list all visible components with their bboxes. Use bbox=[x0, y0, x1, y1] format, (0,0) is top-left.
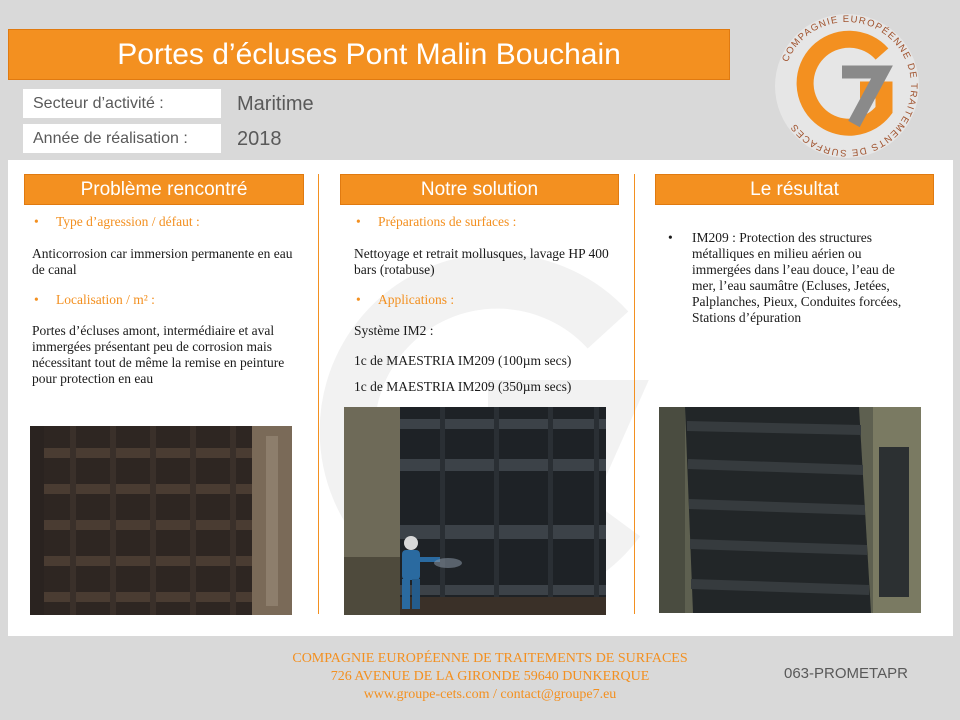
footer-address: 726 AVENUE DE LA GIRONDE 59640 DUNKERQUE bbox=[330, 669, 650, 684]
result-column bbox=[668, 230, 918, 326]
year-label: Année de réalisation : bbox=[23, 124, 221, 153]
sector-label: Secteur d’activité : bbox=[23, 89, 221, 118]
solution-bullet-applications: Applications : bbox=[378, 292, 455, 307]
page-title: Portes d’écluses Pont Malin Bouchain bbox=[8, 29, 730, 80]
solution-system-text: Système IM2 : bbox=[354, 323, 434, 338]
solution-prep-text: Nettoyage et retrait mollusques, lavage HP 400 bars (rotabuse) bbox=[354, 246, 609, 277]
footer bbox=[200, 650, 780, 704]
column-divider bbox=[318, 174, 319, 614]
problem-column bbox=[32, 214, 302, 387]
problem-location-text: Portes d’écluses amont, intermédiaire et aval immergées présentant peu de corrosion mais nécessitant tout de même la remise en peinture pour protection en eau bbox=[32, 323, 285, 386]
company-logo bbox=[772, 12, 922, 160]
solution-column bbox=[354, 214, 624, 395]
content-panel bbox=[8, 160, 953, 636]
solution-coat1-text: 1c de MAESTRIA IM209 (100µm secs) bbox=[354, 353, 572, 368]
result-text: IM209 : Protection des structures métalliques en milieu aérien ou immergées dans l’eau douce, l’eau de mer, l’eau saumâtre (Ecluses, Jetées, Palplanches, Pieux, Conduites forcées, Stations d’épuration bbox=[692, 230, 902, 325]
problem-bullet-type: Type d’agression / défaut : bbox=[56, 214, 200, 229]
result-photo bbox=[659, 407, 921, 613]
result-heading: Le résultat bbox=[655, 174, 934, 205]
bullet-dot-icon: • bbox=[356, 214, 361, 229]
document-reference: 063-PROMETAPR bbox=[784, 665, 908, 682]
bullet-dot-icon: • bbox=[34, 214, 39, 229]
problem-bullet-location: Localisation / m² : bbox=[56, 292, 155, 307]
bullet-dot-icon: • bbox=[356, 292, 361, 307]
solution-heading: Notre solution bbox=[340, 174, 619, 205]
lock-gate-before-photo bbox=[30, 426, 292, 615]
problem-type-text: Anticorrosion car immersion permanente en eau de canal bbox=[32, 246, 293, 277]
bullet-dot-icon: • bbox=[668, 230, 673, 245]
surface-preparation-photo bbox=[344, 407, 606, 615]
solution-coat2-text: 1c de MAESTRIA IM209 (350µm secs) bbox=[354, 379, 572, 394]
problem-heading: Problème rencontré bbox=[24, 174, 304, 205]
bullet-dot-icon: • bbox=[34, 292, 39, 307]
column-divider bbox=[634, 174, 635, 614]
footer-contact: www.groupe-cets.com / contact@groupe7.eu bbox=[363, 687, 617, 702]
solution-bullet-prep: Préparations de surfaces : bbox=[378, 214, 517, 229]
footer-company: COMPAGNIE EUROPÉENNE DE TRAITEMENTS DE SURFACES bbox=[292, 651, 688, 666]
logo-ring-text: COMPAGNIE EUROPÉENNE DE TRAITEMENTS DE SURFACES bbox=[780, 13, 920, 159]
sector-value: Maritime bbox=[237, 93, 314, 115]
year-value: 2018 bbox=[237, 128, 282, 150]
